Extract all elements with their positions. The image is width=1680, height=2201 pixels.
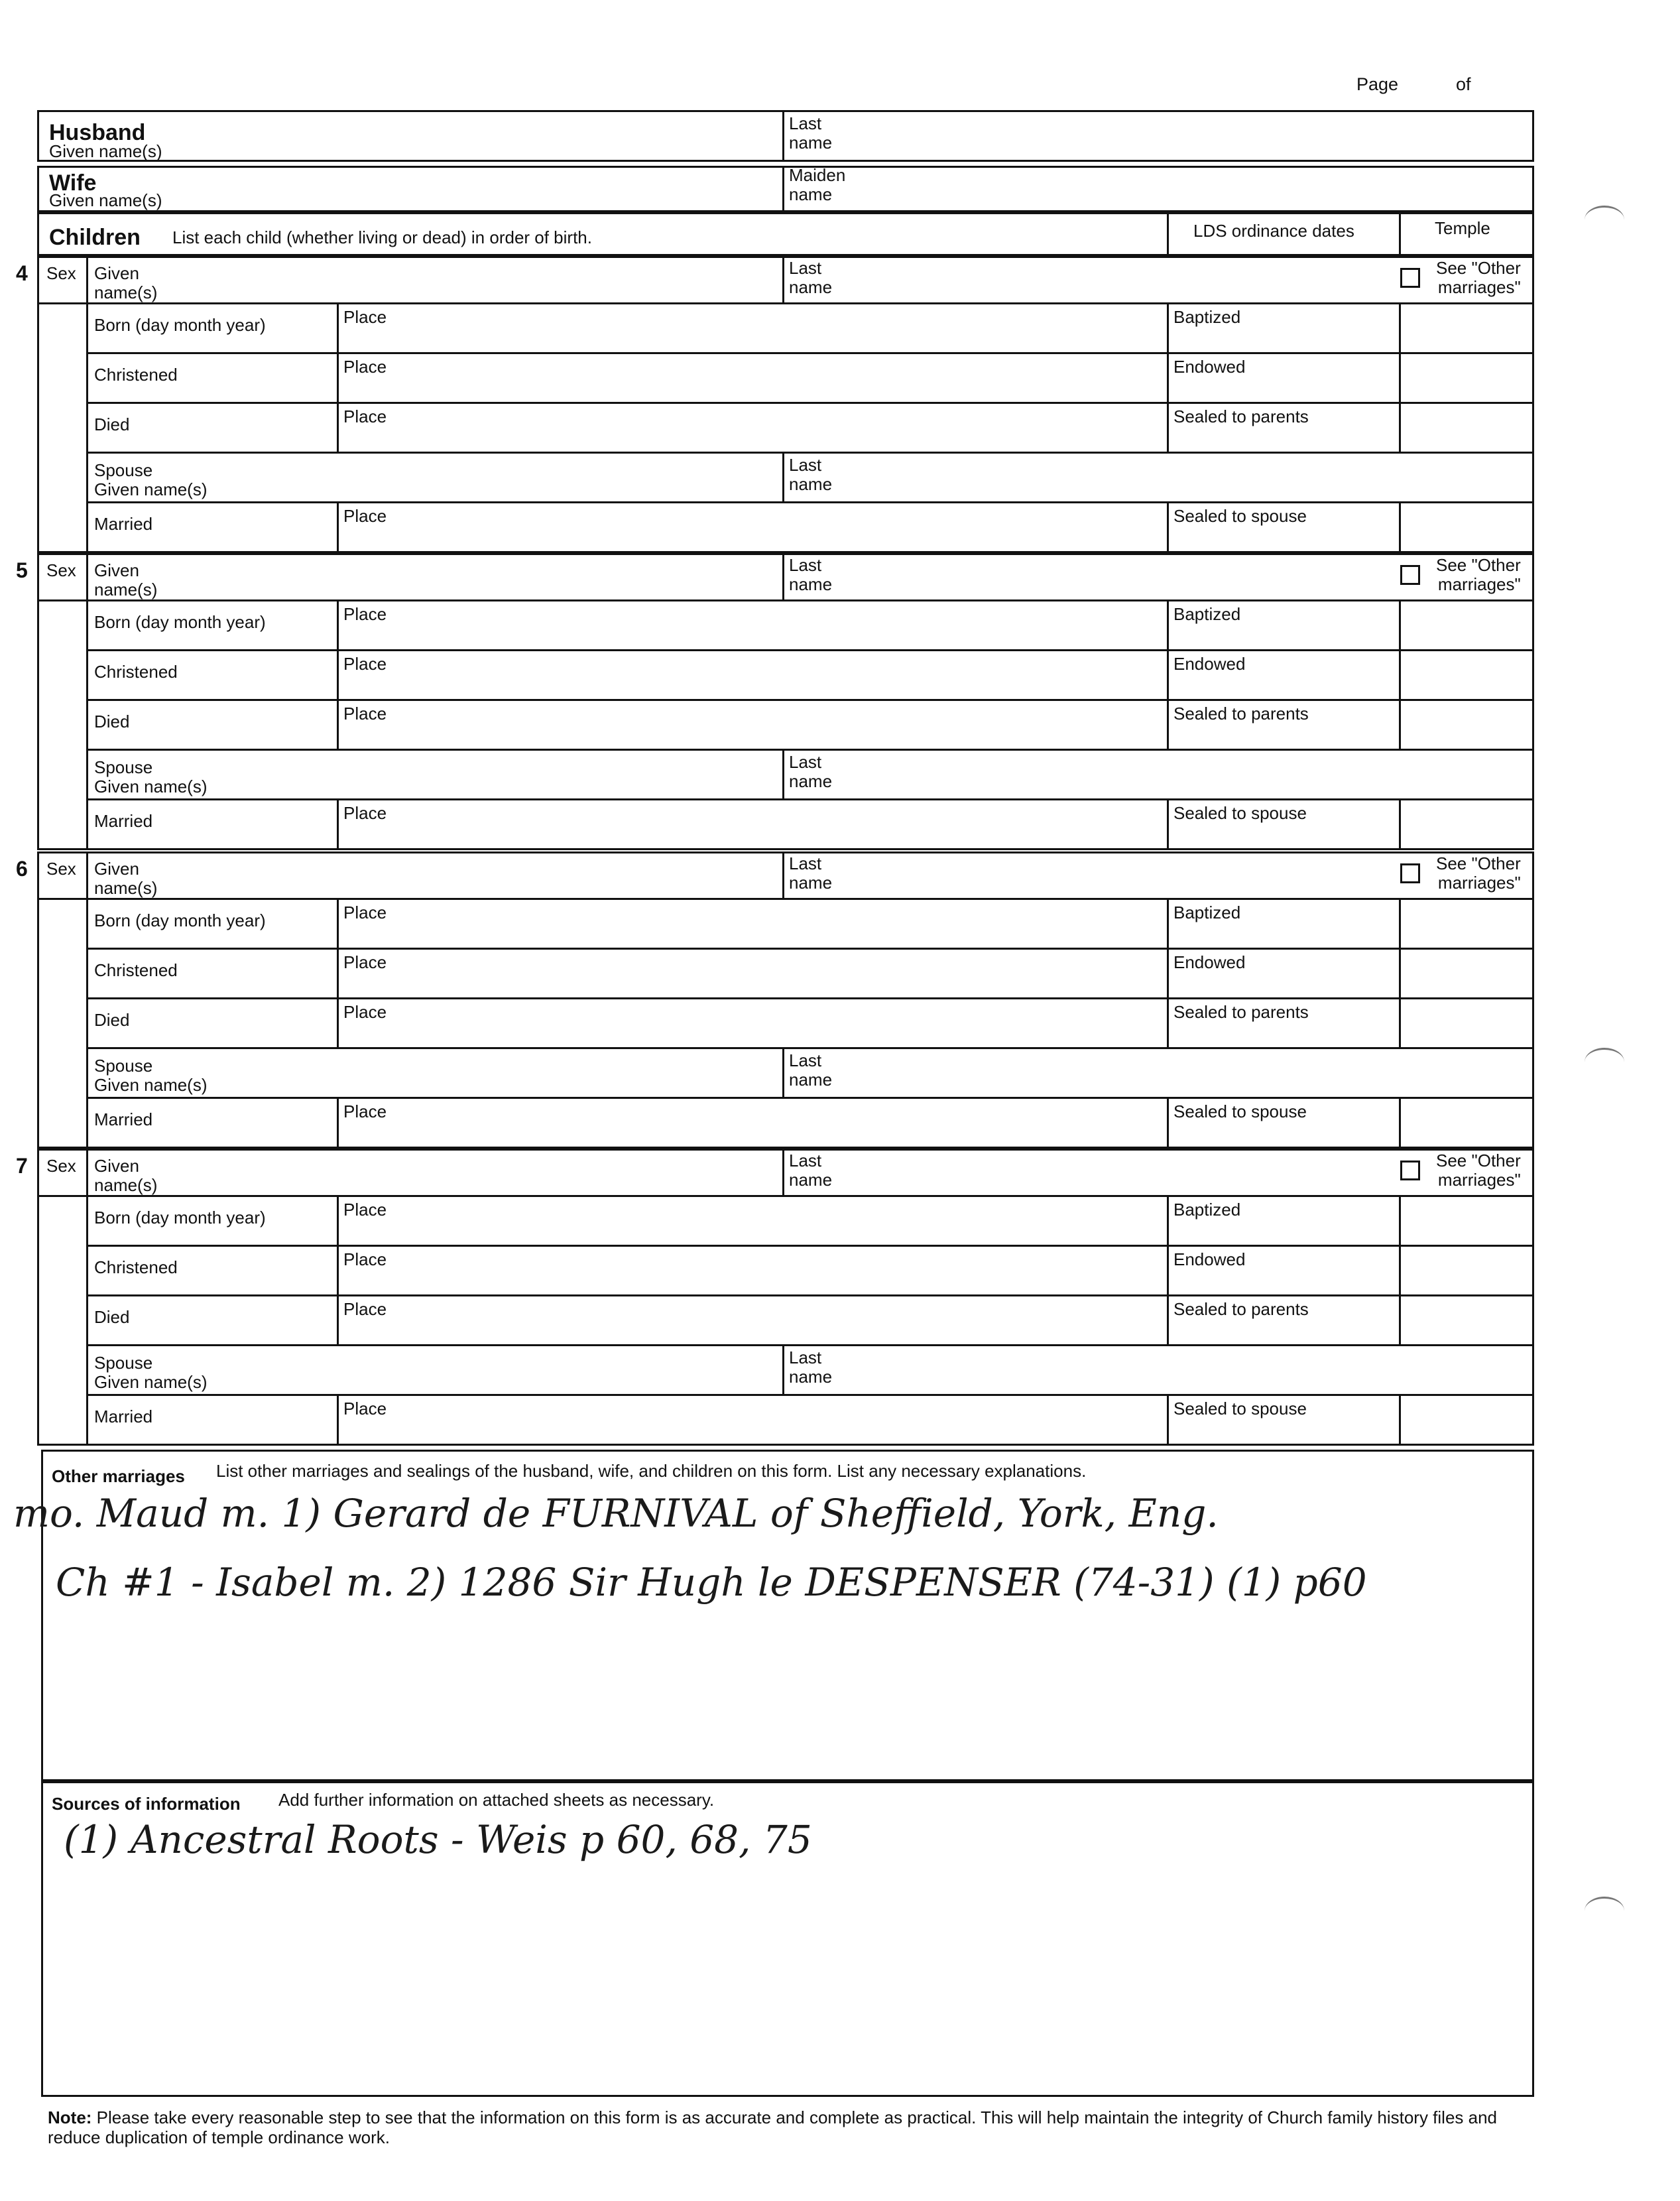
last-name-label: Last name [789,1151,833,1190]
sealed-spouse-label: Sealed to spouse [1173,1399,1307,1418]
divider [37,898,1534,900]
wife-title: Wife [49,170,97,196]
divider [37,599,1534,601]
divider [1167,1394,1169,1446]
other-marriages-note: See "Other marriages" [1436,853,1521,893]
other-marriages-checkbox[interactable] [1400,1161,1420,1180]
place-label: Place [343,407,387,426]
other-marriages-handwritten-2: Ch #1 - Isabel m. 2) 1286 Sir Hugh le DESPENSER (74-31) (1) p60 [56,1560,1367,1605]
sex-label: Sex [46,859,76,879]
divider [86,1047,1534,1049]
divider [1399,1394,1401,1446]
born-label: Born (day month year) [94,315,266,335]
divider [37,302,1534,304]
spouse-last-name-label: Last name [789,1050,833,1090]
died-label: Died [94,1010,130,1030]
place-label: Place [343,952,387,972]
divider [782,452,784,501]
divider [337,649,339,699]
note-text: Please take every reasonable step to see that the information on this form is as accurate and complete as practical. This will help maintain the integrity of Church family history files and reduce duplication of temple ordinance work. [48,2107,1498,2147]
spouse-label: Spouse Given name(s) [94,1056,208,1095]
sealed-parents-label: Sealed to parents [1173,1002,1309,1022]
divider [337,599,339,649]
place-label: Place [343,357,387,377]
divider [337,1294,339,1344]
child-number: 4 [16,261,28,285]
divider [1399,898,1401,948]
note-block [48,2107,1506,2147]
other-marriages-note: See "Other marriages" [1436,1151,1521,1190]
place-label: Place [343,307,387,327]
divider [1167,1245,1169,1294]
divider [1167,1195,1169,1245]
died-label: Died [94,414,130,434]
given-name-label: Given name(s) [94,263,158,302]
divider [86,851,88,898]
divider [782,1149,784,1195]
married-label: Married [94,811,153,831]
children-title: Children [49,225,141,250]
endowed-label: Endowed [1173,357,1246,377]
divider [86,1149,88,1195]
last-name-label: Last name [789,258,833,297]
divider [86,302,88,553]
divider [86,553,88,599]
divider [86,898,88,1149]
died-label: Died [94,1307,130,1327]
child-block [37,1149,1534,1446]
child-number: 6 [16,857,28,881]
divider [86,649,1534,651]
note-title: Note: [48,2107,92,2127]
divider [86,798,1534,800]
endowed-label: Endowed [1173,1249,1246,1269]
divider [1399,302,1401,352]
baptized-label: Baptized [1173,604,1241,624]
divider [1399,948,1401,997]
christened-label: Christened [94,1257,178,1277]
child-block [37,256,1534,553]
divider [86,997,1534,999]
other-marriages-title: Other marriages [52,1466,185,1486]
place-label: Place [343,506,387,526]
endowed-label: Endowed [1173,952,1246,972]
divider [86,948,1534,950]
baptized-label: Baptized [1173,1200,1241,1220]
divider [86,1245,1534,1247]
husband-row [37,110,1534,162]
divider [1167,599,1169,649]
born-label: Born (day month year) [94,1208,266,1227]
other-marriages-note: See "Other marriages" [1436,258,1521,297]
last-name-label: Last name [789,853,833,893]
page-label: Page [1356,74,1399,94]
spouse-last-name-label: Last name [789,455,833,494]
divider [1399,997,1401,1047]
place-label: Place [343,903,387,922]
divider [1167,798,1169,850]
husband-title: Husband [49,120,146,145]
divider [86,402,1534,404]
child-block [37,553,1534,850]
divider [86,1344,1534,1346]
endowed-label: Endowed [1173,654,1246,674]
spouse-last-name-label: Last name [789,752,833,791]
baptized-label: Baptized [1173,903,1241,922]
divider [337,798,339,850]
divider [1167,649,1169,699]
divider [1399,649,1401,699]
sealed-parents-label: Sealed to parents [1173,1299,1309,1319]
baptized-label: Baptized [1173,307,1241,327]
married-label: Married [94,1407,153,1426]
divider [782,1344,784,1394]
temple-header: Temple [1435,218,1490,238]
divider [337,402,339,452]
other-marriages-checkbox[interactable] [1400,863,1420,883]
given-name-label: Given name(s) [94,560,158,599]
divider [86,501,1534,503]
place-label: Place [343,1399,387,1418]
divider [1167,1097,1169,1149]
divider [337,699,339,749]
divider [86,1097,1534,1099]
divider [782,851,784,898]
place-label: Place [343,1002,387,1022]
divider [1167,997,1169,1047]
children-instruction: List each child (whether living or dead) in order of birth. [172,227,592,247]
died-label: Died [94,712,130,731]
sex-label: Sex [46,1156,76,1176]
divider [337,352,339,402]
divider [37,1195,1534,1197]
divider [782,1047,784,1097]
spouse-label: Spouse Given name(s) [94,757,208,796]
other-marriages-handwritten-1: mo. Maud m. 1) Gerard de FURNIVAL of Sheffield, York, Eng. [13,1491,1219,1536]
last-name-label: Last name [789,555,833,594]
other-marriages-instruction: List other marriages and sealings of the husband, wife, and children on this form. List any necessary explanations. [216,1461,1087,1481]
binder-hole-mark [1585,1048,1624,1076]
husband-last-label: Last name [789,113,833,153]
divider [337,1097,339,1149]
sealed-parents-label: Sealed to parents [1173,704,1309,723]
child-number: 5 [16,558,28,582]
place-label: Place [343,1200,387,1220]
married-label: Married [94,514,153,534]
divider [86,452,1534,454]
divider [1399,1195,1401,1245]
divider [86,352,1534,354]
divider [1399,1097,1401,1149]
divider [782,256,784,302]
divider [337,1394,339,1446]
sealed-spouse-label: Sealed to spouse [1173,1101,1307,1121]
sealed-spouse-label: Sealed to spouse [1173,803,1307,823]
divider [1167,898,1169,948]
child-number: 7 [16,1154,28,1178]
other-marriages-checkbox[interactable] [1400,268,1420,288]
sources-instruction: Add further information on attached sheets as necessary. [278,1790,715,1810]
divider [86,256,88,302]
married-label: Married [94,1109,153,1129]
given-name-label: Given name(s) [94,1156,158,1195]
divider [1167,948,1169,997]
divider [1399,798,1401,850]
binder-hole-mark [1585,206,1624,234]
divider [86,1394,1534,1396]
divider [337,501,339,553]
sex-label: Sex [46,560,76,580]
divider [86,749,1534,751]
sources-title: Sources of information [52,1794,241,1814]
binder-hole-mark [1585,1897,1624,1925]
place-label: Place [343,654,387,674]
divider [782,749,784,798]
divider [337,1245,339,1294]
husband-given-label: Given name(s) [49,141,162,161]
place-label: Place [343,704,387,723]
divider [1167,402,1169,452]
sources-handwritten: (1) Ancestral Roots - Weis p 60, 68, 75 [64,1817,812,1862]
divider [1399,501,1401,553]
divider [1399,1245,1401,1294]
wife-row [37,166,1534,212]
place-label: Place [343,803,387,823]
other-marriages-checkbox[interactable] [1400,565,1420,585]
child-block [37,851,1534,1149]
place-label: Place [343,604,387,624]
divider [1399,1294,1401,1344]
divider [86,599,88,850]
divider [86,1195,88,1446]
divider [1399,352,1401,402]
other-marriages-note: See "Other marriages" [1436,555,1521,594]
divider [1167,501,1169,553]
sealed-spouse-label: Sealed to spouse [1173,506,1307,526]
divider [1167,352,1169,402]
divider [782,553,784,599]
born-label: Born (day month year) [94,612,266,632]
divider [86,1294,1534,1296]
spouse-last-name-label: Last name [789,1348,833,1387]
divider [1399,402,1401,452]
divider [337,302,339,352]
divider [1167,302,1169,352]
born-label: Born (day month year) [94,911,266,930]
divider [1399,599,1401,649]
spouse-label: Spouse Given name(s) [94,460,208,499]
sex-label: Sex [46,263,76,283]
lds-dates-header: LDS ordinance dates [1193,221,1354,241]
given-name-label: Given name(s) [94,859,158,898]
place-label: Place [343,1101,387,1121]
sealed-parents-label: Sealed to parents [1173,407,1309,426]
divider [337,898,339,948]
divider [1167,1294,1169,1344]
divider [337,997,339,1047]
divider [1399,699,1401,749]
christened-label: Christened [94,960,178,980]
divider [1167,699,1169,749]
divider [337,1195,339,1245]
christened-label: Christened [94,662,178,682]
divider [337,948,339,997]
spouse-label: Spouse Given name(s) [94,1353,208,1392]
of-label: of [1456,74,1471,94]
wife-maiden-label: Maiden name [789,165,846,204]
wife-given-label: Given name(s) [49,190,162,210]
divider [86,699,1534,701]
place-label: Place [343,1299,387,1319]
christened-label: Christened [94,365,178,385]
place-label: Place [343,1249,387,1269]
